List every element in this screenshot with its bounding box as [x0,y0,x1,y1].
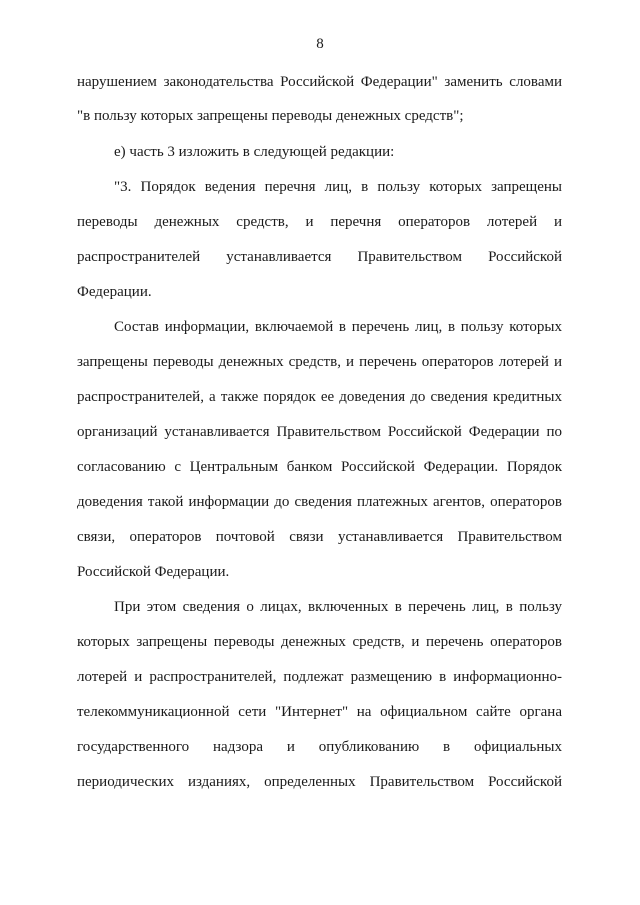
text-line: "в пользу которых запрещены переводы денежных средств"; [77,108,464,124]
text-line: Состав информации, включаемой в перечень лиц, в пользу которых [114,319,562,335]
text-line: организаций устанавливается Правительством Российской Федерации по [77,424,562,440]
text-line: "3. Порядок ведения перечня лиц, в пользу которых запрещены [114,179,562,195]
text-line: периодических изданиях, определенных Правительством Российской [77,774,562,790]
text-line: доведения такой информации до сведения платежных агентов, операторов [77,494,562,510]
page-number: 8 [316,36,324,52]
text-line: Федерации. [77,284,152,300]
text-line: переводы денежных средств, и перечня операторов лотерей и [77,214,562,230]
text-line: лотерей и распространителей, подлежат размещению в информационно- [77,669,562,685]
text-line: запрещены переводы денежных средств, и перечень операторов лотерей и [77,354,562,370]
text-line: Российской Федерации. [77,564,230,580]
text-line: которых запрещены переводы денежных средств, и перечень операторов [77,634,562,650]
text-line: е) часть 3 изложить в следующей редакции: [114,144,395,160]
text-line: нарушением законодательства Российской Федерации" заменить словами [77,74,562,90]
text-line: распространителей устанавливается Правительством Российской [77,249,562,265]
text-line: связи, операторов почтовой связи устанавливается Правительством [77,529,562,545]
text-line: телекоммуникационной сети "Интернет" на официальном сайте органа [77,704,562,720]
text-line: При этом сведения о лицах, включенных в перечень лиц, в пользу [114,599,562,615]
text-line: распространителей, а также порядок ее доведения до сведения кредитных [77,389,562,405]
text-line: согласованию с Центральным банком Российской Федерации. Порядок [77,459,562,475]
text-line: государственного надзора и опубликованию в официальных [77,739,562,755]
